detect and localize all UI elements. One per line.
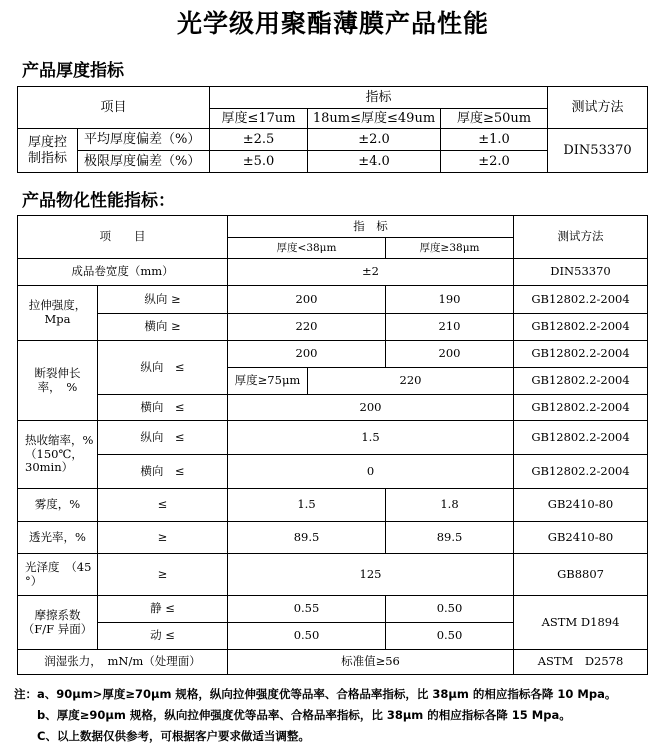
method-cell: GB12802.2-2004 [514,286,648,314]
method-cell: GB12802.2-2004 [514,395,648,421]
dir-td: 横向 ≤ [98,395,228,421]
cell-value: 1.5 [228,421,514,455]
label-tensile: 拉伸强度， Mpa [18,286,98,341]
dir-md: 纵向 ≤ [98,421,228,455]
method-cell: DIN53370 [548,129,648,173]
label-gloss: 光泽度 （45 °） [18,554,98,596]
note-a: 注：a、90μm>厚度≥70μm 规格，纵向拉伸强度优等品率、合格品率指标，比 38μm 的相应指标各降 10 Mpa。 [14,687,617,701]
operator: ≥ [98,522,228,554]
col-mid: 18um≤厚度≤49um [308,109,441,129]
note-b: b、厚度≥90μm 规格，纵向拉伸强度优等品率、合格品率指标，比 38μm 的相应指标各降 15 Mpa。 [14,708,571,722]
sub-label-75um: 厚度≥75μm [228,368,308,395]
method-cell: GB8807 [514,554,648,596]
header-index: 指 标 [228,216,514,238]
method-cell: GB12802.2-2004 [514,421,648,455]
cell-value: 200 [228,341,386,368]
method-cell: GB12802.2-2004 [514,455,648,489]
dir-md: 纵向 ≤ [98,341,228,395]
cell-value: ±2.5 [210,129,308,151]
header-item: 项 目 [18,216,228,259]
cell-value: 200 [386,341,514,368]
header-method: 测试方法 [548,87,648,129]
cell-value: ±4.0 [308,151,441,173]
dir-td: 横向 ≤ [98,455,228,489]
footnotes [14,684,664,747]
method-cell: GB12802.2-2004 [514,368,648,395]
cell-value: 0.50 [386,623,514,650]
cell-value: 89.5 [228,522,386,554]
section-heading-thickness: 产品厚度指标 [22,61,124,81]
header-index: 指标 [210,87,548,109]
operator: ≥ [98,554,228,596]
cell-value: 200 [228,286,386,314]
label-friction: 摩擦系数 （F/F 异面） [18,596,98,650]
label-wetting: 润湿张力， mN/m（处理面） [18,650,228,675]
thickness-table [17,86,648,173]
cell-value: 1.8 [386,489,514,522]
col-thick: 厚度≥50um [441,109,548,129]
header-item: 项目 [18,87,210,129]
note-c: C、以上数据仅供参考，可根据客户要求做适当调整。 [14,729,310,743]
cell-value: 200 [228,395,514,421]
cell-value: ±2.0 [441,151,548,173]
operator: ≤ [98,489,228,522]
cell-value: 0.55 [228,596,386,623]
cell-value: 210 [386,314,514,341]
dynamic-label: 动 ≤ [98,623,228,650]
method-cell: GB12802.2-2004 [514,314,648,341]
label-roll-width: 成品卷宽度（mm） [18,259,228,286]
method-cell: ASTM D1894 [514,596,648,650]
cell-value: 标准值≥56 [228,650,514,675]
header-method: 测试方法 [514,216,648,259]
cell-value: ±1.0 [441,129,548,151]
label-shrinkage: 热收缩率，% （150℃， 30min） [18,421,98,489]
cell-value: 220 [308,368,514,395]
col-thin: 厚度≤17um [210,109,308,129]
dir-td: 横向 ≥ [98,314,228,341]
row-label-avg: 平均厚度偏差（%） [78,129,210,151]
label-elongation: 断裂伸长 率， % [18,341,98,421]
group-label: 厚度控 制指标 [18,129,78,173]
cell-value: 0.50 [386,596,514,623]
method-cell: DIN53370 [514,259,648,286]
section-heading-properties: 产品物化性能指标： [22,191,175,211]
cell-value: 220 [228,314,386,341]
cell-value: 89.5 [386,522,514,554]
col-ge-38: 厚度≥38μm [386,238,514,259]
cell-value: 0.50 [228,623,386,650]
cell-value: 0 [228,455,514,489]
properties-table [17,215,648,675]
label-haze: 雾度，% [18,489,98,522]
cell-value: 125 [228,554,514,596]
method-cell: GB2410-80 [514,489,648,522]
page-title: 光学级用聚酯薄膜产品性能 [176,9,489,38]
cell-value: ±5.0 [210,151,308,173]
dir-md: 纵向 ≥ [98,286,228,314]
row-label-limit: 极限厚度偏差（%） [78,151,210,173]
label-transmittance: 透光率，% [18,522,98,554]
static-label: 静 ≤ [98,596,228,623]
method-cell: GB12802.2-2004 [514,341,648,368]
cell-value: ±2 [228,259,514,286]
method-cell: ASTM D2578 [514,650,648,675]
col-lt-38: 厚度<38μm [228,238,386,259]
method-cell: GB2410-80 [514,522,648,554]
cell-value: 190 [386,286,514,314]
cell-value: 1.5 [228,489,386,522]
cell-value: ±2.0 [308,129,441,151]
